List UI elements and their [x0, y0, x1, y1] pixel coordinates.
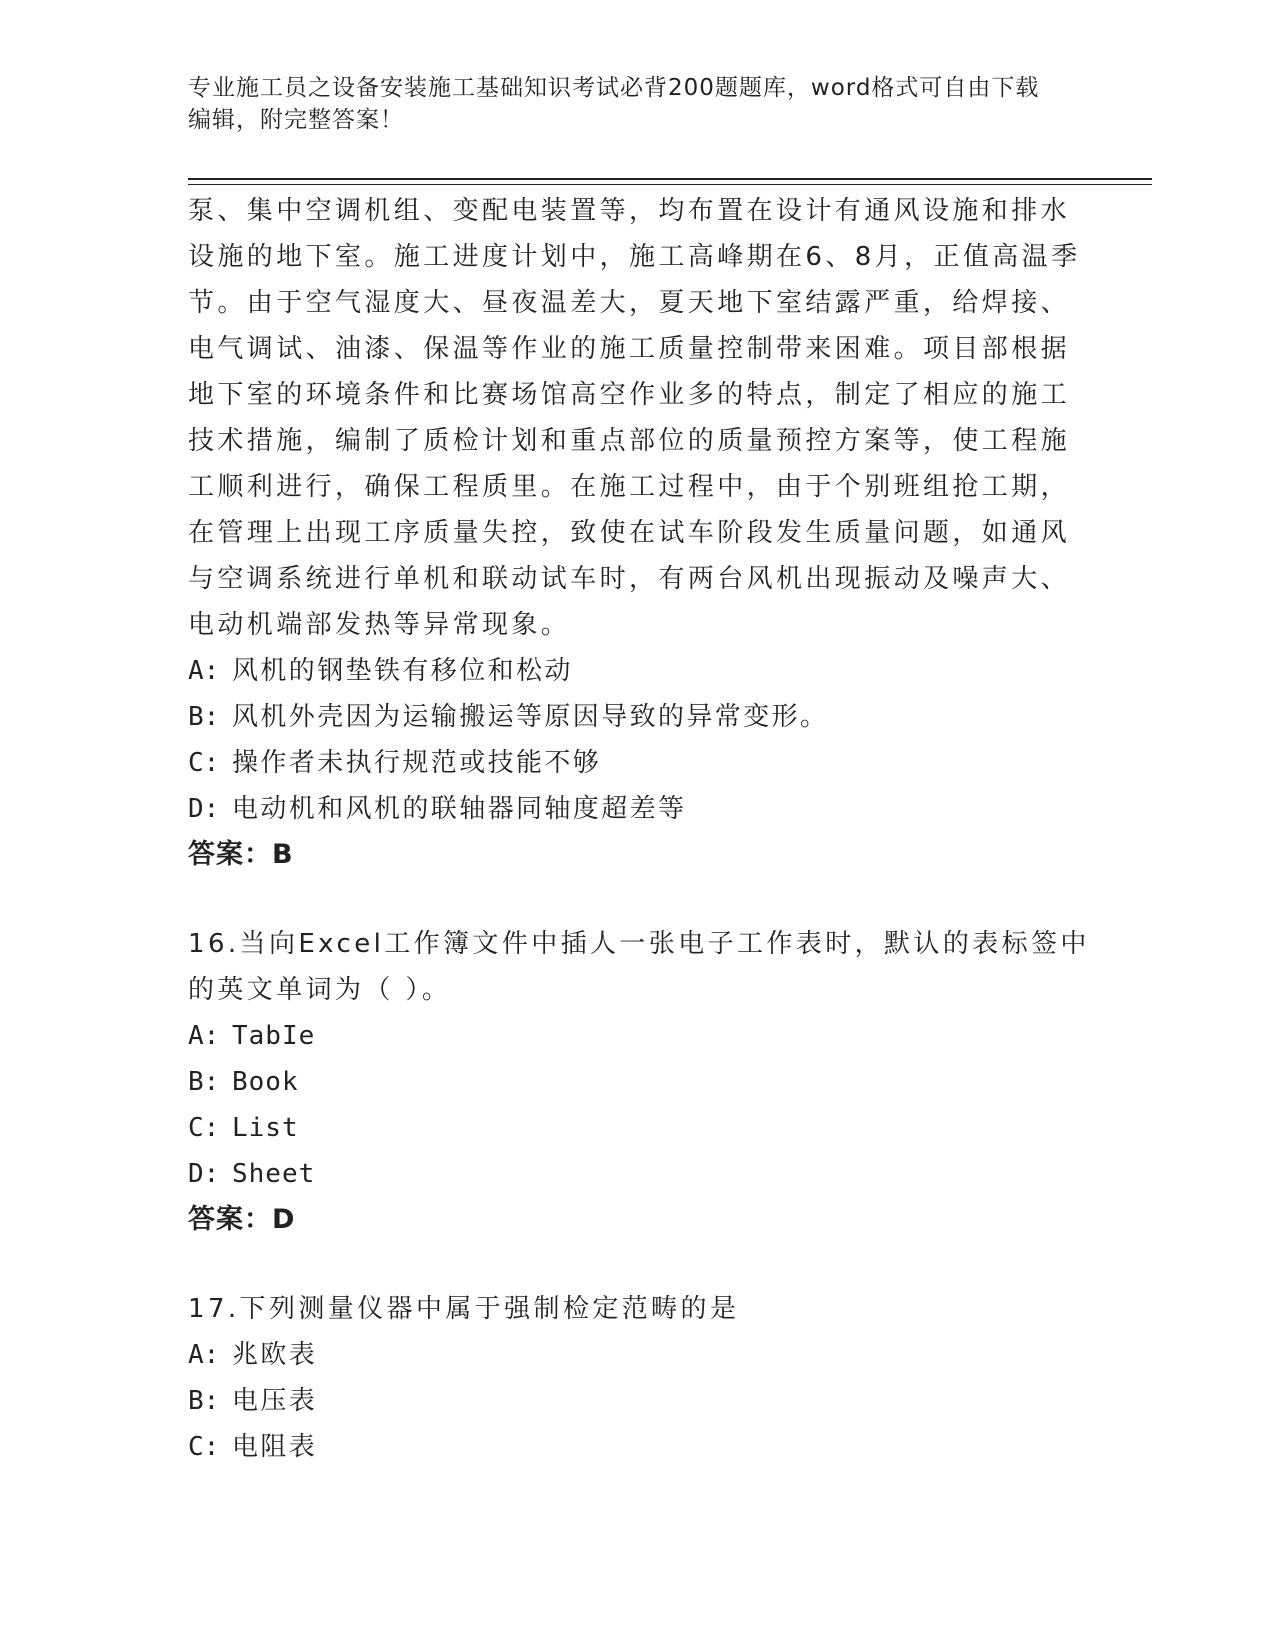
option-text: 风机外壳因为运输搬运等原因导致的异常变形。 — [232, 702, 829, 732]
question-spacer — [188, 1243, 1088, 1286]
option-text: 电压表 — [232, 1386, 318, 1416]
option-key: A: — [188, 1340, 220, 1370]
option-text: Sheet — [232, 1159, 316, 1189]
option-key: A: — [188, 1021, 220, 1051]
question-spacer — [188, 878, 1088, 921]
question-16-stem-line-1: 16.当向Excel工作簿文件中插人一张电子工作表时，默认的表标签中 — [188, 929, 1090, 959]
option-text: Book — [232, 1067, 299, 1097]
question-17 — [188, 1286, 1088, 1470]
question-16-option-a — [188, 1013, 1088, 1059]
document-header — [188, 72, 1088, 136]
option-key: A: — [188, 656, 220, 686]
option-key: C: — [188, 748, 220, 778]
question-17-option-c — [188, 1424, 1088, 1470]
question-15-line: 电动机端部发热等异常现象。 — [188, 610, 571, 640]
question-15-option-a — [188, 648, 1088, 694]
option-text: TabIe — [232, 1021, 316, 1051]
question-15-line: 工顺利进行，确保工程质里。在施工过程中，由于个别班组抢工期， — [188, 472, 1071, 502]
question-16-option-b — [188, 1059, 1088, 1105]
question-15-line: 泵、集中空调机组、变配电装置等，均布置在设计有通风设施和排水 — [188, 196, 1071, 226]
question-15-line: 技术措施，编制了质检计划和重点部位的质量预控方案等，使工程施 — [188, 426, 1071, 456]
question-16-option-c — [188, 1105, 1088, 1151]
option-text: 风机的钢垫铁有移位和松动 — [232, 656, 573, 686]
question-15-option-b — [188, 694, 1088, 740]
question-15-option-d — [188, 786, 1088, 832]
option-text: 操作者未执行规范或技能不够 — [232, 748, 602, 778]
header-divider-thick — [188, 178, 1152, 180]
question-16-option-d — [188, 1151, 1088, 1197]
document-body — [188, 188, 1088, 1470]
question-17-stem: 17.下列测量仪器中属于强制检定范畴的是 — [188, 1294, 740, 1324]
question-17-option-a — [188, 1332, 1088, 1378]
header-title-line-1: 专业施工员之设备安装施工基础知识考试必背200题题库，word格式可自由下载 — [188, 75, 1040, 101]
question-15-line: 地下室的环境条件和比赛场馆高空作业多的特点，制定了相应的施工 — [188, 380, 1071, 410]
option-key: B: — [188, 1386, 220, 1416]
option-key: D: — [188, 794, 220, 824]
question-16-answer: 答案：D — [188, 1204, 296, 1235]
question-15-answer: 答案：B — [188, 839, 294, 870]
question-15-line: 节。由于空气湿度大、昼夜温差大，夏天地下室结露严重，给焊接、 — [188, 288, 1071, 318]
header-divider-thin — [188, 184, 1152, 185]
option-text: 电动机和风机的联轴器同轴度超差等 — [232, 794, 687, 824]
question-15-line: 在管理上出现工序质量失控，致使在试车阶段发生质量问题，如通风 — [188, 518, 1071, 548]
option-text: 电阻表 — [232, 1432, 318, 1462]
question-15-line: 与空调系统进行单机和联动试车时，有两台风机出现振动及噪声大、 — [188, 564, 1071, 594]
question-16 — [188, 921, 1088, 1243]
question-15-line: 设施的地下室。施工进度计划中，施工高峰期在6、8月，正值高温季 — [188, 242, 1081, 272]
header-title-line-2: 编辑，附完整答案！ — [188, 107, 404, 133]
question-15-option-c — [188, 740, 1088, 786]
option-key: B: — [188, 702, 220, 732]
option-text: List — [232, 1113, 299, 1143]
option-key: C: — [188, 1113, 220, 1143]
option-key: C: — [188, 1432, 220, 1462]
option-text: 兆欧表 — [232, 1340, 318, 1370]
option-key: B: — [188, 1067, 220, 1097]
question-15 — [188, 188, 1088, 878]
question-17-option-b — [188, 1378, 1088, 1424]
question-16-stem-line-2: 的英文单词为（ ）。 — [188, 975, 452, 1005]
question-15-line: 电气调试、油漆、保温等作业的施工质量控制带来困难。项目部根据 — [188, 334, 1071, 364]
option-key: D: — [188, 1159, 220, 1189]
